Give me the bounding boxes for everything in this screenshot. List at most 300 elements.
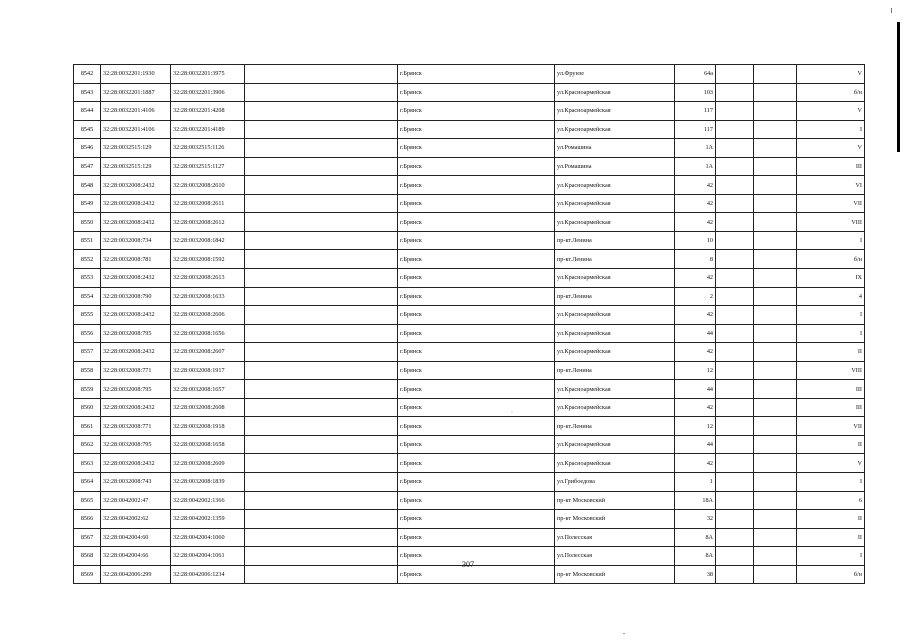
premise-cell: б/н (797, 83, 865, 102)
col-8-cell (716, 361, 754, 380)
blank-cell (245, 157, 398, 176)
street-cell: ул.Полесская (555, 528, 675, 547)
table-row (74, 380, 865, 399)
blank-cell (245, 176, 398, 195)
col-8-cell (716, 398, 754, 417)
cadastral-object-cell: 32:28:0032008:2611 (171, 194, 245, 213)
premise-cell: V (797, 454, 865, 473)
table-row (74, 528, 865, 547)
cadastral-object-cell: 32:28:0032008:1657 (171, 380, 245, 399)
scan-mark-top (891, 8, 892, 13)
house-cell: 42 (675, 306, 716, 325)
col-8-cell (716, 231, 754, 250)
stray-mark: · (511, 410, 513, 416)
street-cell: ул.Ромашина (555, 157, 675, 176)
cadastral-parcel-cell: 32:28:0032008:2432 (101, 343, 171, 362)
row-number-cell: 8560 (74, 398, 101, 417)
street-cell: ул.Полесская (555, 547, 675, 566)
cadastral-object-cell: 32:28:0032008:1633 (171, 287, 245, 306)
house-cell: 44 (675, 380, 716, 399)
table-row (74, 287, 865, 306)
cadastral-parcel-cell: 32:28:0042004:66 (101, 547, 171, 566)
house-cell: 18А (675, 491, 716, 510)
blank-cell (245, 454, 398, 473)
blank-cell (245, 306, 398, 325)
col-9-cell (754, 343, 797, 362)
premise-cell: VIII (797, 361, 865, 380)
cadastral-parcel-cell: 32:28:0032008:2432 (101, 398, 171, 417)
blank-cell (245, 510, 398, 529)
col-8-cell (716, 454, 754, 473)
cadastral-object-cell: 32:28:0032515:1126 (171, 139, 245, 158)
premise-cell: 6 (797, 491, 865, 510)
street-cell: ул.Красноармейская (555, 435, 675, 454)
cadastral-object-cell: 32:28:0032201:4208 (171, 102, 245, 121)
house-cell: 42 (675, 398, 716, 417)
city-cell: г.Брянск (398, 565, 555, 584)
street-cell: ул.Красноармейская (555, 83, 675, 102)
blank-cell (245, 398, 398, 417)
city-cell: г.Брянск (398, 528, 555, 547)
cadastral-object-cell: 32:28:0032008:2612 (171, 213, 245, 232)
blank-cell (245, 417, 398, 436)
premise-cell: I (797, 547, 865, 566)
street-cell: пр-кт Московский (555, 510, 675, 529)
col-9-cell (754, 528, 797, 547)
cadastral-parcel-cell: 32:28:0032008:795 (101, 435, 171, 454)
col-9-cell (754, 139, 797, 158)
cadastral-parcel-cell: 32:28:0042004:60 (101, 528, 171, 547)
row-number-cell: 8567 (74, 528, 101, 547)
registry-table-container (73, 64, 864, 584)
col-8-cell (716, 269, 754, 288)
city-cell: г.Брянск (398, 213, 555, 232)
premise-cell: II (797, 343, 865, 362)
premise-cell: II (797, 435, 865, 454)
premise-cell: VII (797, 417, 865, 436)
house-cell: 42 (675, 454, 716, 473)
row-number-cell: 8544 (74, 102, 101, 121)
table-row (74, 231, 865, 250)
table-row (74, 120, 865, 139)
street-cell: пр-кт Московский (555, 491, 675, 510)
house-cell: 117 (675, 102, 716, 121)
col-9-cell (754, 213, 797, 232)
table-row (74, 435, 865, 454)
col-9-cell (754, 435, 797, 454)
premise-cell: I (797, 120, 865, 139)
table-row (74, 491, 865, 510)
city-cell: г.Брянск (398, 231, 555, 250)
city-cell: г.Брянск (398, 250, 555, 269)
city-cell: г.Брянск (398, 398, 555, 417)
col-8-cell (716, 380, 754, 399)
col-8-cell (716, 287, 754, 306)
street-cell: пр-кт Московский (555, 565, 675, 584)
city-cell: г.Брянск (398, 120, 555, 139)
street-cell: пр-кт.Ленина (555, 287, 675, 306)
street-cell: ул.Красноармейская (555, 213, 675, 232)
premise-cell: V (797, 102, 865, 121)
cadastral-parcel-cell: 32:28:0032008:781 (101, 250, 171, 269)
cadastral-parcel-cell: 32:28:0042006:299 (101, 565, 171, 584)
street-cell: ул.Красноармейская (555, 343, 675, 362)
street-cell: ул.Красноармейская (555, 380, 675, 399)
street-cell: ул.Грибоедова (555, 473, 675, 492)
row-number-cell: 8548 (74, 176, 101, 195)
street-cell: ул.Красноармейская (555, 269, 675, 288)
house-cell: 8А (675, 528, 716, 547)
house-cell: 38 (675, 565, 716, 584)
cadastral-object-cell: 32:28:0032008:1656 (171, 324, 245, 343)
blank-cell (245, 528, 398, 547)
table-row (74, 83, 865, 102)
house-cell: 42 (675, 343, 716, 362)
row-number-cell: 8545 (74, 120, 101, 139)
col-8-cell (716, 120, 754, 139)
cadastral-parcel-cell: 32:28:0042002:47 (101, 491, 171, 510)
cadastral-parcel-cell: 32:28:0032008:2432 (101, 454, 171, 473)
house-cell: 42 (675, 269, 716, 288)
table-row (74, 269, 865, 288)
street-cell: ул.Ромашина (555, 139, 675, 158)
blank-cell (245, 120, 398, 139)
house-cell: 42 (675, 176, 716, 195)
premise-cell: III (797, 380, 865, 399)
premise-cell: VI (797, 176, 865, 195)
row-number-cell: 8569 (74, 565, 101, 584)
premise-cell: V (797, 139, 865, 158)
house-cell: 44 (675, 324, 716, 343)
col-9-cell (754, 324, 797, 343)
table-row (74, 102, 865, 121)
col-9-cell (754, 102, 797, 121)
premise-cell: IX (797, 269, 865, 288)
col-9-cell (754, 83, 797, 102)
house-cell: 10 (675, 231, 716, 250)
row-number-cell: 8546 (74, 139, 101, 158)
blank-cell (245, 65, 398, 84)
cadastral-object-cell: 32:28:0042002:1366 (171, 491, 245, 510)
city-cell: г.Брянск (398, 83, 555, 102)
premise-cell: I (797, 231, 865, 250)
table-row (74, 343, 865, 362)
blank-cell (245, 83, 398, 102)
blank-cell (245, 231, 398, 250)
row-number-cell: 8566 (74, 510, 101, 529)
col-8-cell (716, 306, 754, 325)
table-row (74, 213, 865, 232)
blank-cell (245, 194, 398, 213)
col-8-cell (716, 528, 754, 547)
city-cell: г.Брянск (398, 269, 555, 288)
cadastral-object-cell: 32:28:0032008:1842 (171, 231, 245, 250)
street-cell: ул.Красноармейская (555, 306, 675, 325)
street-cell: ул.Красноармейская (555, 194, 675, 213)
city-cell: г.Брянск (398, 454, 555, 473)
col-9-cell (754, 157, 797, 176)
col-8-cell (716, 65, 754, 84)
row-number-cell: 8568 (74, 547, 101, 566)
house-cell: 42 (675, 213, 716, 232)
table-row (74, 510, 865, 529)
cadastral-parcel-cell: 32:28:0032201:1887 (101, 83, 171, 102)
cadastral-parcel-cell: 32:28:0032008:790 (101, 287, 171, 306)
row-number-cell: 8561 (74, 417, 101, 436)
cadastral-parcel-cell: 32:28:0032008:2432 (101, 176, 171, 195)
premise-cell: III (797, 398, 865, 417)
premise-cell: VII (797, 194, 865, 213)
col-9-cell (754, 194, 797, 213)
city-cell: г.Брянск (398, 65, 555, 84)
row-number-cell: 8555 (74, 306, 101, 325)
col-8-cell (716, 510, 754, 529)
house-cell: 2 (675, 287, 716, 306)
cadastral-object-cell: 32:28:0032201:4189 (171, 120, 245, 139)
col-8-cell (716, 491, 754, 510)
cadastral-object-cell: 32:28:0032201:3975 (171, 65, 245, 84)
house-cell: 8 (675, 250, 716, 269)
row-number-cell: 8562 (74, 435, 101, 454)
city-cell: г.Брянск (398, 491, 555, 510)
col-8-cell (716, 102, 754, 121)
cadastral-object-cell: 32:28:0032008:2613 (171, 269, 245, 288)
city-cell: г.Брянск (398, 324, 555, 343)
city-cell: г.Брянск (398, 380, 555, 399)
col-9-cell (754, 380, 797, 399)
table-row (74, 157, 865, 176)
cadastral-parcel-cell: 32:28:0032201:4106 (101, 102, 171, 121)
cadastral-object-cell: 32:28:0042004:1060 (171, 528, 245, 547)
city-cell: г.Брянск (398, 102, 555, 121)
table-row (74, 194, 865, 213)
col-8-cell (716, 250, 754, 269)
cadastral-parcel-cell: 32:28:0032008:795 (101, 380, 171, 399)
registry-table (73, 64, 865, 584)
house-cell: 12 (675, 361, 716, 380)
city-cell: г.Брянск (398, 176, 555, 195)
col-8-cell (716, 139, 754, 158)
street-cell: ул.Красноармейская (555, 120, 675, 139)
table-body (74, 65, 865, 584)
house-cell: 1А (675, 157, 716, 176)
premise-cell: II (797, 528, 865, 547)
premise-cell: I (797, 473, 865, 492)
col-9-cell (754, 120, 797, 139)
col-9-cell (754, 269, 797, 288)
city-cell: г.Брянск (398, 361, 555, 380)
row-number-cell: 8549 (74, 194, 101, 213)
table-row (74, 250, 865, 269)
table-row (74, 65, 865, 84)
page-number: 307 (462, 560, 474, 569)
house-cell: 44 (675, 435, 716, 454)
city-cell: г.Брянск (398, 547, 555, 566)
col-9-cell (754, 473, 797, 492)
col-9-cell (754, 231, 797, 250)
col-8-cell (716, 194, 754, 213)
blank-cell (245, 287, 398, 306)
house-cell: 1 (675, 473, 716, 492)
cadastral-object-cell: 32:28:0032008:1917 (171, 361, 245, 380)
table-row (74, 176, 865, 195)
cadastral-parcel-cell: 32:28:0032008:795 (101, 324, 171, 343)
cadastral-parcel-cell: 32:28:0032008:771 (101, 361, 171, 380)
table-row (74, 454, 865, 473)
street-cell: пр-кт.Ленина (555, 361, 675, 380)
col-9-cell (754, 565, 797, 584)
table-row (74, 361, 865, 380)
cadastral-object-cell: 32:28:0032008:1658 (171, 435, 245, 454)
house-cell: 117 (675, 120, 716, 139)
table-row (74, 417, 865, 436)
table-row (74, 306, 865, 325)
street-cell: пр-кт.Ленина (555, 250, 675, 269)
premise-cell: II (797, 510, 865, 529)
col-9-cell (754, 287, 797, 306)
premise-cell: б/н (797, 250, 865, 269)
row-number-cell: 8565 (74, 491, 101, 510)
blank-cell (245, 139, 398, 158)
street-cell: ул.Красноармейская (555, 176, 675, 195)
blank-cell (245, 565, 398, 584)
blank-cell (245, 269, 398, 288)
table-row (74, 398, 865, 417)
cadastral-object-cell: 32:28:0032008:1592 (171, 250, 245, 269)
blank-cell (245, 213, 398, 232)
cadastral-object-cell: 32:28:0032008:1918 (171, 417, 245, 436)
blank-cell (245, 473, 398, 492)
cadastral-parcel-cell: 32:28:0032201:1930 (101, 65, 171, 84)
blank-cell (245, 343, 398, 362)
col-9-cell (754, 491, 797, 510)
row-number-cell: 8543 (74, 83, 101, 102)
blank-cell (245, 547, 398, 566)
street-cell: ул.Фрунзе (555, 65, 675, 84)
cadastral-object-cell: 32:28:0042004:1061 (171, 547, 245, 566)
col-9-cell (754, 176, 797, 195)
row-number-cell: 8553 (74, 269, 101, 288)
cadastral-parcel-cell: 32:28:0032515:129 (101, 157, 171, 176)
city-cell: г.Брянск (398, 417, 555, 436)
col-9-cell (754, 547, 797, 566)
cadastral-object-cell: 32:28:0032008:2608 (171, 398, 245, 417)
table-row (74, 473, 865, 492)
house-cell: 42 (675, 194, 716, 213)
premise-cell: V (797, 65, 865, 84)
row-number-cell: 8558 (74, 361, 101, 380)
premise-cell: VIII (797, 213, 865, 232)
col-8-cell (716, 565, 754, 584)
cadastral-parcel-cell: 32:28:0032515:129 (101, 139, 171, 158)
col-9-cell (754, 65, 797, 84)
cadastral-parcel-cell: 32:28:0032008:771 (101, 417, 171, 436)
col-9-cell (754, 510, 797, 529)
house-cell: 103 (675, 83, 716, 102)
cadastral-object-cell: 32:28:0032008:2609 (171, 454, 245, 473)
scan-dot (623, 633, 625, 634)
premise-cell: 4 (797, 287, 865, 306)
cadastral-parcel-cell: 32:28:0042002:62 (101, 510, 171, 529)
city-cell: г.Брянск (398, 473, 555, 492)
col-8-cell (716, 83, 754, 102)
table-row (74, 324, 865, 343)
col-8-cell (716, 324, 754, 343)
col-8-cell (716, 343, 754, 362)
row-number-cell: 8557 (74, 343, 101, 362)
col-9-cell (754, 398, 797, 417)
row-number-cell: 8559 (74, 380, 101, 399)
cadastral-object-cell: 32:28:0032008:2607 (171, 343, 245, 362)
house-cell: 8А (675, 547, 716, 566)
cadastral-object-cell: 32:28:0042002:1359 (171, 510, 245, 529)
row-number-cell: 8552 (74, 250, 101, 269)
col-8-cell (716, 547, 754, 566)
cadastral-parcel-cell: 32:28:0032008:2432 (101, 213, 171, 232)
premise-cell: I (797, 324, 865, 343)
cadastral-object-cell: 32:28:0032008:1839 (171, 473, 245, 492)
cadastral-object-cell: 32:28:0032515:1127 (171, 157, 245, 176)
premise-cell: I (797, 306, 865, 325)
row-number-cell: 8550 (74, 213, 101, 232)
col-9-cell (754, 417, 797, 436)
row-number-cell: 8551 (74, 231, 101, 250)
house-cell: 1А (675, 139, 716, 158)
row-number-cell: 8564 (74, 473, 101, 492)
col-9-cell (754, 454, 797, 473)
blank-cell (245, 324, 398, 343)
col-8-cell (716, 473, 754, 492)
blank-cell (245, 250, 398, 269)
cadastral-parcel-cell: 32:28:0032008:2432 (101, 306, 171, 325)
house-cell: 32 (675, 510, 716, 529)
blank-cell (245, 491, 398, 510)
city-cell: г.Брянск (398, 157, 555, 176)
street-cell: ул.Красноармейская (555, 324, 675, 343)
cadastral-object-cell: 32:28:0032008:2606 (171, 306, 245, 325)
col-8-cell (716, 213, 754, 232)
col-8-cell (716, 176, 754, 195)
cadastral-object-cell: 32:28:0032201:3906 (171, 83, 245, 102)
street-cell: ул.Красноармейская (555, 454, 675, 473)
city-cell: г.Брянск (398, 306, 555, 325)
col-8-cell (716, 157, 754, 176)
cadastral-object-cell: 32:28:0042006:1234 (171, 565, 245, 584)
row-number-cell: 8556 (74, 324, 101, 343)
city-cell: г.Брянск (398, 287, 555, 306)
cadastral-parcel-cell: 32:28:0032008:2432 (101, 269, 171, 288)
blank-cell (245, 361, 398, 380)
city-cell: г.Брянск (398, 510, 555, 529)
cadastral-parcel-cell: 32:28:0032201:4106 (101, 120, 171, 139)
city-cell: г.Брянск (398, 343, 555, 362)
row-number-cell: 8554 (74, 287, 101, 306)
row-number-cell: 8547 (74, 157, 101, 176)
city-cell: г.Брянск (398, 139, 555, 158)
house-cell: 64а (675, 65, 716, 84)
col-9-cell (754, 361, 797, 380)
premise-cell: III (797, 157, 865, 176)
cadastral-object-cell: 32:28:0032008:2610 (171, 176, 245, 195)
cadastral-parcel-cell: 32:28:0032008:2432 (101, 194, 171, 213)
cadastral-parcel-cell: 32:28:0032008:734 (101, 231, 171, 250)
house-cell: 12 (675, 417, 716, 436)
city-cell: г.Брянск (398, 194, 555, 213)
street-cell: ул.Красноармейская (555, 102, 675, 121)
table-row (74, 139, 865, 158)
col-8-cell (716, 417, 754, 436)
row-number-cell: 8563 (74, 454, 101, 473)
